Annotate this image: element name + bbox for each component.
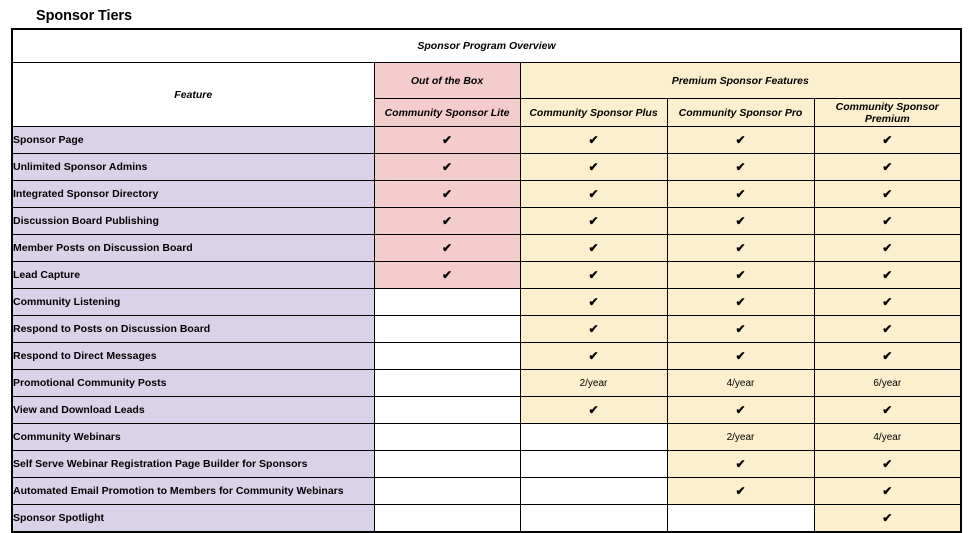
feature-label: Promotional Community Posts (12, 370, 374, 397)
tier-header-community-sponsor-plus: Community Sponsor Plus (520, 99, 667, 127)
check-icon: ✔ (735, 294, 746, 309)
feature-value-cell (814, 262, 961, 289)
check-icon: ✔ (882, 267, 893, 282)
check-icon: ✔ (735, 456, 746, 471)
feature-value-cell (374, 235, 520, 262)
table-header (12, 29, 961, 127)
feature-value-cell (667, 343, 814, 370)
table-row (12, 289, 961, 316)
feature-label: Sponsor Page (12, 127, 374, 154)
check-icon: ✔ (588, 402, 599, 417)
feature-label: Integrated Sponsor Directory (12, 181, 374, 208)
feature-value-cell (520, 316, 667, 343)
feature-label: Automated Email Promotion to Members for Community Webinars (12, 478, 374, 505)
table-row (12, 505, 961, 533)
check-icon: ✔ (588, 348, 599, 363)
check-icon: ✔ (882, 132, 893, 147)
check-icon: ✔ (588, 240, 599, 255)
feature-value-cell (667, 127, 814, 154)
value-text: 6/year (873, 377, 902, 389)
feature-value-cell (814, 208, 961, 235)
check-icon: ✔ (588, 186, 599, 201)
check-icon: ✔ (735, 240, 746, 255)
feature-value-cell (374, 262, 520, 289)
feature-value-cell (520, 478, 667, 505)
feature-value-cell (374, 424, 520, 451)
group-header-row (12, 63, 961, 99)
feature-value-cell (667, 208, 814, 235)
feature-value-cell (814, 505, 961, 533)
feature-value-cell (520, 397, 667, 424)
feature-value-cell (374, 154, 520, 181)
feature-value-cell (667, 181, 814, 208)
check-icon: ✔ (882, 213, 893, 228)
feature-value-cell (374, 370, 520, 397)
check-icon: ✔ (882, 483, 893, 498)
check-icon: ✔ (588, 132, 599, 147)
tier-header-community-sponsor-pro: Community Sponsor Pro (667, 99, 814, 127)
feature-value-cell (667, 478, 814, 505)
feature-value-cell (520, 262, 667, 289)
feature-value-cell (374, 343, 520, 370)
table-row (12, 424, 961, 451)
check-icon: ✔ (441, 159, 453, 174)
value-text: 4/year (873, 431, 902, 443)
feature-label: Respond to Posts on Discussion Board (12, 316, 374, 343)
overview-row (12, 29, 961, 63)
check-icon: ✔ (882, 240, 893, 255)
sponsor-tiers-table (11, 28, 962, 533)
feature-value-cell (814, 370, 961, 397)
feature-value-cell (520, 424, 667, 451)
feature-value-cell (520, 154, 667, 181)
check-icon: ✔ (735, 213, 746, 228)
feature-value-cell (667, 289, 814, 316)
check-icon: ✔ (441, 132, 453, 147)
table-row (12, 397, 961, 424)
value-text: 2/year (579, 377, 608, 389)
check-icon: ✔ (441, 213, 453, 228)
feature-value-cell (374, 208, 520, 235)
table-row (12, 262, 961, 289)
feature-label: Discussion Board Publishing (12, 208, 374, 235)
check-icon: ✔ (882, 294, 893, 309)
page-title: Sponsor Tiers (36, 8, 132, 24)
feature-value-cell (374, 316, 520, 343)
check-icon: ✔ (588, 294, 599, 309)
table-row (12, 208, 961, 235)
table-body (12, 127, 961, 533)
check-icon: ✔ (882, 510, 893, 525)
table-row (12, 316, 961, 343)
feature-value-cell (814, 424, 961, 451)
table-row (12, 154, 961, 181)
check-icon: ✔ (735, 321, 746, 336)
feature-label: Self Serve Webinar Registration Page Builder for Sponsors (12, 451, 374, 478)
check-icon: ✔ (735, 402, 746, 417)
feature-value-cell (667, 451, 814, 478)
feature-value-cell (374, 505, 520, 533)
check-icon: ✔ (882, 321, 893, 336)
feature-value-cell (520, 451, 667, 478)
feature-label: Community Webinars (12, 424, 374, 451)
feature-value-cell (814, 343, 961, 370)
check-icon: ✔ (588, 213, 599, 228)
table-row (12, 370, 961, 397)
feature-value-cell (814, 397, 961, 424)
feature-value-cell (520, 343, 667, 370)
check-icon: ✔ (441, 267, 453, 282)
check-icon: ✔ (441, 186, 453, 201)
table-row (12, 235, 961, 262)
check-icon: ✔ (882, 456, 893, 471)
feature-value-cell (667, 424, 814, 451)
feature-value-cell (520, 505, 667, 533)
feature-value-cell (814, 316, 961, 343)
check-icon: ✔ (882, 159, 893, 174)
check-icon: ✔ (441, 240, 453, 255)
feature-value-cell (520, 127, 667, 154)
table-row (12, 478, 961, 505)
feature-value-cell (814, 127, 961, 154)
check-icon: ✔ (735, 483, 746, 498)
feature-value-cell (667, 505, 814, 533)
check-icon: ✔ (588, 321, 599, 336)
check-icon: ✔ (882, 186, 893, 201)
overview-title: Sponsor Program Overview (12, 29, 961, 63)
feature-label: Respond to Direct Messages (12, 343, 374, 370)
feature-value-cell (667, 262, 814, 289)
group-header-out-of-the-box: Out of the Box (374, 63, 520, 99)
feature-value-cell (520, 208, 667, 235)
feature-value-cell (374, 397, 520, 424)
feature-value-cell (814, 235, 961, 262)
table-row (12, 127, 961, 154)
feature-value-cell (374, 127, 520, 154)
feature-value-cell (520, 181, 667, 208)
check-icon: ✔ (735, 132, 746, 147)
feature-value-cell (520, 289, 667, 316)
feature-value-cell (667, 235, 814, 262)
tier-header-community-sponsor-lite: Community Sponsor Lite (374, 99, 520, 127)
group-header-premium-sponsor-features: Premium Sponsor Features (520, 63, 961, 99)
feature-value-cell (814, 181, 961, 208)
check-icon: ✔ (588, 159, 599, 174)
feature-value-cell (667, 316, 814, 343)
feature-label: Lead Capture (12, 262, 374, 289)
check-icon: ✔ (735, 186, 746, 201)
check-icon: ✔ (735, 267, 746, 282)
feature-value-cell (667, 397, 814, 424)
feature-value-cell (374, 289, 520, 316)
tier-header-community-sponsor-premium: Community Sponsor Premium (814, 99, 961, 127)
feature-label: Community Listening (12, 289, 374, 316)
feature-value-cell (814, 154, 961, 181)
feature-label: Unlimited Sponsor Admins (12, 154, 374, 181)
feature-label: Member Posts on Discussion Board (12, 235, 374, 262)
table-row (12, 181, 961, 208)
table-row (12, 451, 961, 478)
feature-value-cell (374, 478, 520, 505)
feature-value-cell (667, 370, 814, 397)
feature-value-cell (814, 289, 961, 316)
check-icon: ✔ (588, 267, 599, 282)
feature-value-cell (374, 451, 520, 478)
value-text: 4/year (726, 377, 755, 389)
feature-value-cell (374, 181, 520, 208)
check-icon: ✔ (735, 159, 746, 174)
feature-value-cell (520, 235, 667, 262)
feature-value-cell (814, 478, 961, 505)
feature-value-cell (667, 154, 814, 181)
feature-column-header: Feature (12, 63, 374, 127)
check-icon: ✔ (882, 348, 893, 363)
check-icon: ✔ (882, 402, 893, 417)
feature-value-cell (520, 370, 667, 397)
table-row (12, 343, 961, 370)
feature-label: View and Download Leads (12, 397, 374, 424)
feature-value-cell (814, 451, 961, 478)
value-text: 2/year (726, 431, 755, 443)
check-icon: ✔ (735, 348, 746, 363)
feature-label: Sponsor Spotlight (12, 505, 374, 533)
